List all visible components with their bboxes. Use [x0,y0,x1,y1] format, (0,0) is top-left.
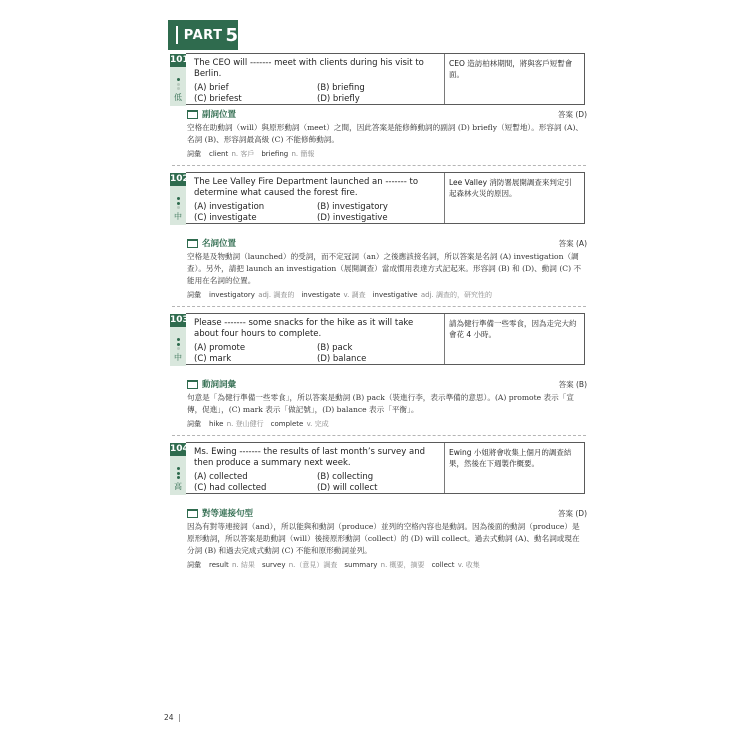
vocab-word: investigatory [209,291,255,299]
answer-option: (A) investigation [194,202,265,212]
question-box [170,442,585,494]
question-translation: Ewing 小姐將會收集上個月的調查結果，然後在下週製作概要。 [449,448,572,468]
vocabulary-line [187,560,587,570]
answer-option: (A) promote [194,343,246,353]
difficulty-level: 低 [174,93,182,102]
question-number: 104 [170,444,189,454]
vocab-word: client [209,150,229,158]
difficulty-indicator [170,186,186,225]
vocab-word: investigative [372,291,418,299]
page-number: 24 [164,713,174,722]
vocab-gloss: n. 客戶 [231,150,255,158]
section-divider [172,165,586,166]
question-side-tab [170,314,189,366]
explanation-header [187,507,587,519]
answer-option: (A) brief [194,83,229,93]
answer-option: (B) investigatory [317,202,388,212]
question-side-tab [170,443,189,495]
vocabulary-line [187,149,587,159]
section-divider [172,435,586,436]
part-number: 5 [225,24,238,46]
answer-option: (C) investigate [194,213,257,223]
vocabulary-line [187,419,587,429]
explanation-header [187,108,587,120]
question-divider [444,314,445,364]
answer-key: 答案 (D) [557,508,587,518]
vocab-label: 詞彙 [187,561,201,569]
book-icon [187,380,198,389]
question-english [194,177,439,224]
answer-option: (B) briefing [317,83,365,93]
question-number: 101 [170,55,189,65]
difficulty-dot [177,206,180,209]
difficulty-dot [177,338,180,341]
vocab-label: 詞彙 [187,150,201,158]
vocab-word: collect [431,561,455,569]
difficulty-dot [177,202,180,205]
page-number-divider [179,714,180,722]
difficulty-dot [177,476,180,479]
vocab-label: 詞彙 [187,420,201,428]
answer-option: (D) balance [317,354,367,364]
difficulty-level: 中 [174,353,182,362]
question-english [194,58,439,105]
vocab-gloss: adj. 調查的，研究性的 [420,291,492,299]
answer-option: (B) pack [317,343,353,353]
explanation-heading: 動詞詞彙 [202,380,237,390]
difficulty-dot [177,347,180,350]
difficulty-dots [177,337,180,351]
vocab-word: hike [209,420,224,428]
explanation-heading: 對等連接句型 [202,509,254,519]
difficulty-dot [177,472,180,475]
book-icon [187,110,198,119]
question-stem: The CEO will ------- meet with clients during his visit to Berlin. [194,58,424,79]
explanation-text: 句意是「為健行準備一些零食」，所以答案是動詞 (B) pack（裝進行李，表示準備的意思）。(A) promote 表示「宣傳，促進」，(C) mark 表示「做記號」，(D) balance 表示「平衡」。 [187,393,574,414]
vocab-gloss: v. 收集 [457,561,480,569]
explanation-text: 空格在助動詞（will）與原形動詞（meet）之間，因此答案是能修飾動詞的副詞 (D) briefly（短暫地）。形容詞 (A)、名詞 (B)、形容詞最高級 (C) 不能修飾動詞。 [187,123,583,144]
vocab-word: investigate [301,291,341,299]
question-side-tab [170,173,189,225]
book-icon [187,239,198,248]
explanation-heading: 名詞位置 [202,239,237,249]
explanation-103 [187,378,587,429]
question-101 [170,53,585,105]
answer-option: (D) investigative [317,213,388,223]
explanation-header [187,237,587,249]
question-english [194,447,439,494]
answer-option: (C) had collected [194,483,267,493]
answer-option: (B) collecting [317,472,374,482]
difficulty-indicator [170,456,186,495]
question-stem: The Lee Valley Fire Department launched an ------- to determine what caused the forest fire. [194,177,419,198]
answer-options [194,202,439,224]
difficulty-dot [177,83,180,86]
part-tab [168,20,238,50]
answer-options [194,343,439,365]
vocab-gloss: n. 結果 [232,561,255,569]
answer-key: 答案 (A) [558,238,587,248]
difficulty-dot [177,78,180,81]
question-number: 102 [170,174,189,184]
explanation-heading: 副詞位置 [202,110,237,120]
vocab-word: complete [270,420,304,428]
vocab-word: result [209,561,229,569]
explanation-header [187,378,587,390]
difficulty-dot [177,197,180,200]
question-box [170,313,585,365]
explanation-102 [187,237,587,300]
answer-option: (A) collected [194,472,248,482]
difficulty-dot [177,343,180,346]
difficulty-indicator [170,327,186,366]
explanation-title [187,507,253,519]
difficulty-dot [177,87,180,90]
vocab-word: survey [261,561,286,569]
question-translation: 請為健行準備一些零食，因為走完大約會花 4 小時。 [449,319,577,339]
difficulty-dot [177,467,180,470]
book-icon [187,509,198,518]
difficulty-dots [177,77,180,91]
question-box [170,53,585,105]
question-divider [444,443,445,493]
vocab-word: briefing [261,150,289,158]
difficulty-level: 高 [174,482,182,491]
vocab-gloss: n. 概要，摘要 [380,561,425,569]
question-number: 103 [170,315,189,325]
answer-option: (C) briefest [194,94,242,104]
question-103 [170,313,585,365]
vocab-label: 詞彙 [187,291,201,299]
vocab-gloss: adj. 調查的 [258,291,295,299]
part-word: PART [183,27,223,43]
difficulty-level: 中 [174,212,182,221]
answer-options [194,472,439,494]
vocab-gloss: n. 簡報 [291,150,315,158]
explanation-104 [187,507,587,570]
question-translation: CEO 造訪柏林期間，將與客戶短暫會面。 [449,59,573,79]
vocab-gloss: v. 調查 [343,291,366,299]
answer-option: (C) mark [194,354,232,364]
answer-options [194,83,439,105]
vocab-gloss: v. 完成 [306,420,329,428]
question-english [194,318,439,365]
difficulty-indicator [170,67,186,106]
question-divider [444,173,445,223]
question-side-tab [170,54,189,106]
vocabulary-line [187,290,587,300]
difficulty-dots [177,466,180,480]
part-tab-bar [176,26,178,44]
section-divider [172,306,586,307]
question-translation: Lee Valley 消防署展開調查來判定引起森林火災的原因。 [449,178,572,198]
question-divider [444,54,445,104]
explanation-text: 空格是及物動詞（launched）的受詞，而不定冠詞（an）之後應該接名詞，所以答案是名詞 (A) investigation（調查）。另外，請把 launch an investigation（展開調查）當成慣用表達方式記起來。形容詞 (B) 和 (D)、動詞 (C) 不能用在名詞的位置。 [187,252,582,285]
question-stem: Ms. Ewing ------- the results of last month’s survey and then produce a summary next week. [194,447,425,468]
vocab-word: summary [344,561,378,569]
answer-key: 答案 (D) [557,109,587,119]
answer-key: 答案 (B) [558,379,587,389]
explanation-title [187,378,236,390]
question-102 [170,172,585,224]
question-104 [170,442,585,494]
answer-option: (D) briefly [317,94,360,104]
vocab-gloss: n.（意見）調查 [288,561,338,569]
explanation-title [187,108,236,120]
difficulty-dots [177,196,180,210]
vocab-gloss: n. 登山健行 [226,420,264,428]
question-box [170,172,585,224]
explanation-text: 因為有對等連接詞（and），所以能與和動詞（produce）並列的空格內容也是動詞。因為後面的動詞（produce）是原形動詞，所以答案是助動詞（will）後接原形動詞（collect）的 (D) will collect。過去式動詞 (A)、動名詞或現在分詞 (B) 和過去完成式動詞 (C) 不能和原形動詞並列。 [187,522,580,555]
explanation-title [187,237,236,249]
question-stem: Please ------- some snacks for the hike as it will take about four hours to complete. [194,318,414,339]
explanation-101 [187,108,587,159]
answer-option: (D) will collect [317,483,378,493]
